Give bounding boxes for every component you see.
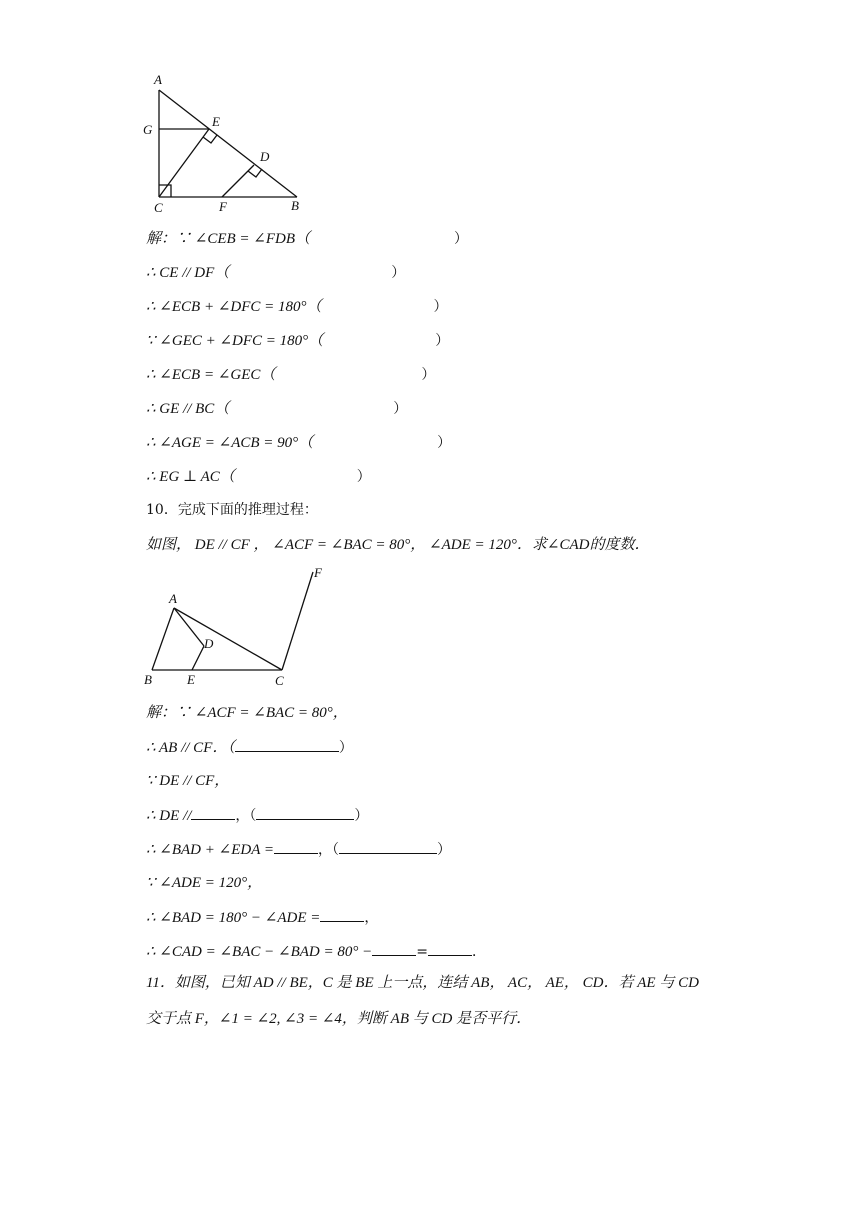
q10-step: ∴ AB // CF．（ ）	[146, 737, 353, 758]
question-10-statement: 如图， DE // CF ， ∠ACF = ∠BAC = 80°， ∠ADE = 120°．求∠CAD的度数．	[146, 537, 650, 553]
label-D: D	[260, 149, 270, 164]
q10-step: ∵ DE // CF，	[146, 773, 230, 789]
answer-blank[interactable]	[191, 805, 235, 820]
proof-1-line: ∴ CE // DF（ ）	[146, 265, 406, 281]
q10-step: ∴ DE // ，（ ）	[146, 805, 368, 826]
q10-step: ∴ ∠CAD = ∠BAC − ∠BAD = 80° − = ．	[146, 941, 486, 962]
label-E: E	[187, 672, 195, 687]
proof-1-line: ∴ EG ⊥ AC（ ）	[146, 469, 371, 485]
proof-1-line: ∴ ∠AGE = ∠ACB = 90°（ ）	[146, 435, 452, 451]
label-B: B	[144, 672, 152, 687]
label-E: E	[212, 114, 220, 129]
label-C: C	[275, 673, 284, 688]
label-A: A	[154, 72, 162, 87]
proof-1-line: ∵ ∠GEC + ∠DFC = 180°（ ）	[146, 333, 450, 349]
proof-1-line: ∴ ∠ECB = ∠GEC（ ）	[146, 367, 436, 383]
label-D: D	[204, 636, 214, 651]
q10-step: ∴ ∠BAD = 180° − ∠ADE = ，	[146, 907, 378, 928]
label-B: B	[291, 198, 299, 213]
label-C: C	[154, 200, 163, 215]
proof-1-line: ∴ GE // BC（ ）	[146, 401, 408, 417]
answer-blank[interactable]	[235, 737, 339, 752]
answer-blank[interactable]	[372, 941, 416, 956]
proof-1-line: 解：∵ ∠CEB = ∠FDB（ ）	[146, 231, 468, 247]
label-G: G	[143, 122, 153, 137]
label-F: F	[314, 565, 322, 580]
question-11-line-1: 11．如图，已知 AD // BE，C 是 BE 上一点，连结 AB， AC， AE， CD．若 AE 与 CD	[146, 975, 699, 991]
answer-blank[interactable]	[428, 941, 472, 956]
figure-1-triangle	[140, 70, 320, 220]
label-A: A	[169, 591, 177, 606]
label-F: F	[219, 199, 227, 214]
answer-blank[interactable]	[274, 839, 318, 854]
figure-2-diagram	[140, 560, 340, 690]
answer-blank[interactable]	[256, 805, 354, 820]
q10-step: 解：∵ ∠ACF = ∠BAC = 80°，	[146, 705, 348, 721]
answer-blank[interactable]	[320, 907, 364, 922]
proof-1-line: ∴ ∠ECB + ∠DFC = 180°（ ）	[146, 299, 448, 315]
q10-step: ∴ ∠BAD + ∠EDA = ，（ ）	[146, 839, 451, 860]
q10-step: ∵ ∠ADE = 120°，	[146, 875, 263, 891]
answer-blank[interactable]	[339, 839, 437, 854]
question-11-line-2: 交于点 F，∠1 = ∠2, ∠3 = ∠4，判断 AB 与 CD 是否平行．	[146, 1011, 532, 1027]
question-10-title: 10．完成下面的推理过程：	[146, 502, 318, 518]
